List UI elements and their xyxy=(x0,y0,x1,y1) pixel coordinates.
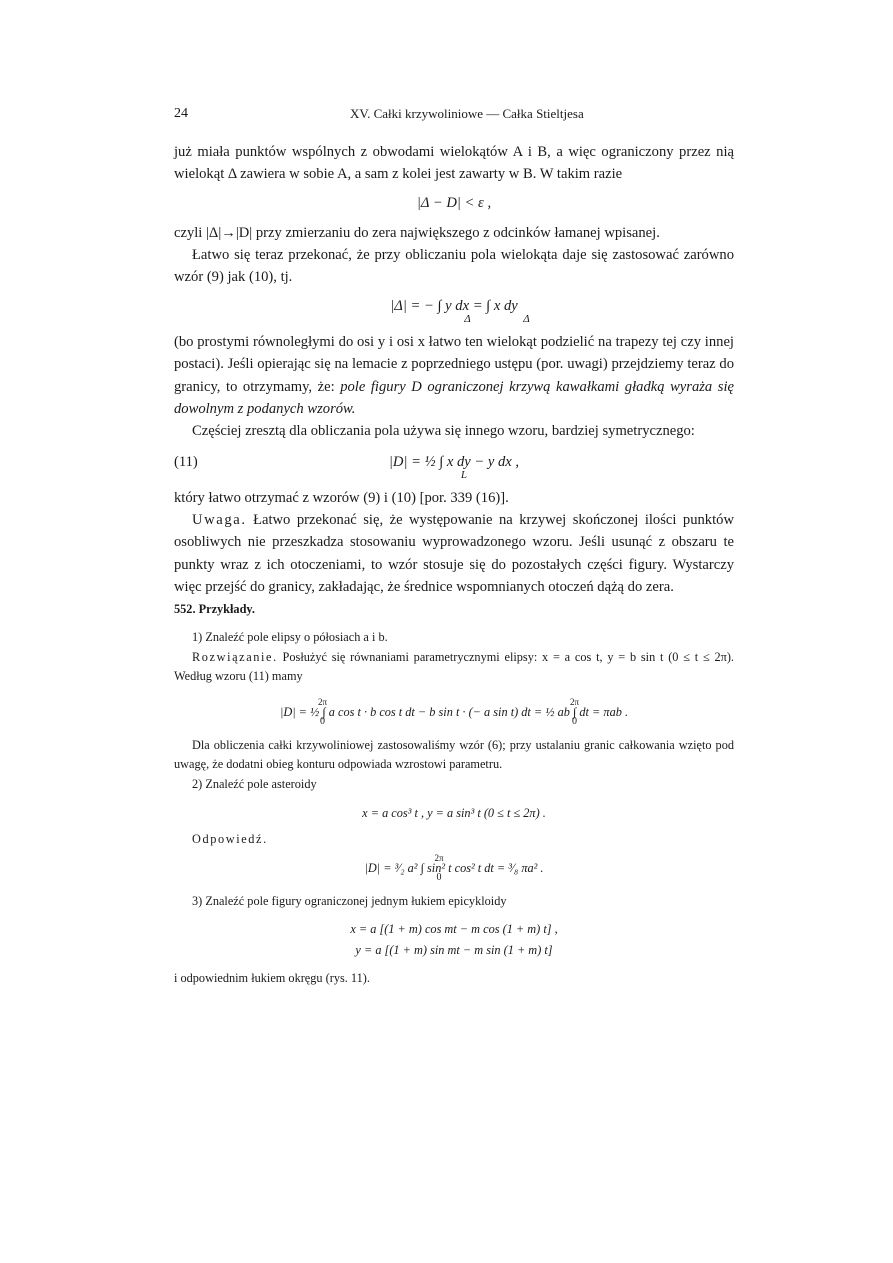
equation xyxy=(174,853,734,884)
paragraph: Dla obliczenia całki krzywoliniowej zastosowaliśmy wzór (6); przy ustalaniu granic całkowania wzięto pod uwagę, że dodatni obieg konturu odpowiada wzrostowi parametru. xyxy=(174,738,734,772)
equation xyxy=(174,920,734,939)
example-statement: 2) Znaleźć pole asteroidy xyxy=(192,776,317,791)
equation-text: |D| = ½ ∫ x dy − y dx , xyxy=(388,453,520,470)
equation xyxy=(174,696,734,727)
example-statement: 1) Znaleźć pole elipsy o półosiach a i b. xyxy=(192,630,388,645)
paragraph: czyli |Δ|→|D| przy zmierzaniu do zera największego z odcinków łamanej wpisanej. xyxy=(174,224,660,241)
integral-upper-limit: 2π xyxy=(317,696,327,707)
equation-group xyxy=(279,696,629,727)
answer-label: Odpowiedź. xyxy=(192,831,268,846)
paragraph-text: (bo prostymi równoległymi do osi y i osi x łatwo ten wielokąt podzielić na trapezy tej czy innej postaci). Jeśli opierając się na lemacie z poprzedniego ustępu (por. uwagi) przejdziemy teraz do granicy, to otrzymamy, że: xyxy=(174,334,734,395)
numbered-equation xyxy=(174,451,734,481)
equation-group xyxy=(390,295,530,325)
integral-lower-limit: 0 xyxy=(319,715,325,727)
paragraph-text: Posłużyć się równaniami parametrycznymi elipsy: x = a cos t, y = b sin t (0 ≤ t ≤ 2π). Według wzoru (11) mamy xyxy=(174,649,734,684)
examples-section xyxy=(174,600,734,988)
equation xyxy=(174,804,734,823)
section-title: 552. Przykłady. xyxy=(174,602,255,616)
equation-group xyxy=(388,451,520,481)
main-text xyxy=(174,141,734,598)
paragraph xyxy=(174,648,734,687)
running-title: XV. Całki krzywoliniowe — Całka Stieltjesa xyxy=(350,106,584,121)
integral-upper-limit: 2π xyxy=(569,696,579,707)
equation xyxy=(174,295,734,325)
page-number: 24 xyxy=(174,106,188,121)
integral-subscript: L xyxy=(460,468,468,481)
remark-label: Uwaga. xyxy=(192,512,247,529)
solution-label: Rozwiązanie. xyxy=(192,649,278,664)
equation xyxy=(174,192,734,214)
equation-text: |D| = ½ ∫ a cos t · b cos t dt − b sin t · (− a sin t) dt = ½ ab ∫ dt = πab . xyxy=(279,704,629,719)
integral-upper-limit: 2π xyxy=(434,853,444,864)
paragraph xyxy=(174,509,734,598)
integral-lower-limit: 0 xyxy=(571,715,577,727)
paragraph: i odpowiednim łukiem okręgu (rys. 11). xyxy=(174,970,370,985)
paragraph xyxy=(174,331,734,420)
example-statement: 3) Znaleźć pole figury ograniczonej jednym łukiem epicykloidy xyxy=(192,894,507,909)
paragraph: Częściej zresztą dla obliczania pola używa się innego wzoru, bardziej symetrycznego: xyxy=(192,423,695,440)
integral-lower-limit: 0 xyxy=(436,872,442,884)
paragraph-text: Łatwo przekonać się, że występowanie na krzywej skończonej ilości punktów osobliwych nie przeszkadza stosowaniu wyprowadzonego wzoru. Jeśli usunąć z obszaru te punkty wraz z ich otoczeniami, to wzór stosuje się do pozostałych części figury. Wystarczy więc przejść do granicy, zakładając, że średnice wspomnianych otoczeń dążą do zera. xyxy=(174,512,734,596)
equation-text: x = a cos³ t , y = a sin³ t (0 ≤ t ≤ 2π) . xyxy=(362,806,546,821)
equation-text: x = a [(1 + m) cos mt − m cos (1 + m) t] , xyxy=(350,921,558,936)
paragraph: Łatwo się teraz przekonać, że przy obliczaniu pola wielokąta daje się zastosować zarówno wzór (9) jak (10), tj. xyxy=(174,247,734,286)
equation-text: |D| = ³⁄₂ a² ∫ sin² t cos² t dt = ³⁄₈ πa² . xyxy=(364,861,544,876)
equation-text: |Δ| = − ∫ y dx = ∫ x dy xyxy=(390,297,518,314)
integral-subscript: Δ xyxy=(464,312,471,325)
equation-text: y = a [(1 + m) sin mt − m sin (1 + m) t] xyxy=(355,943,553,958)
integral-subscript: Δ xyxy=(523,312,530,325)
equation-text: |Δ − D| < ε , xyxy=(416,194,492,211)
equation xyxy=(174,941,734,960)
paragraph: który łatwo otrzymać z wzorów (9) i (10) [por. 339 (16)]. xyxy=(174,489,509,506)
equation-group xyxy=(364,853,544,884)
theorem-italic: pole figury D ograniczonej krzywą kawałkami gładką wyraża się dowolnym z podanych wzorów. xyxy=(174,378,734,417)
equation-number: (11) xyxy=(174,453,198,470)
paragraph: już miała punktów wspólnych z obwodami wielokątów A i B, a więc ograniczony przez nią wielokąt Δ zawiera w sobie A, a sam z kolei jest zawarty w B. W takim razie xyxy=(174,144,734,183)
page-header xyxy=(174,106,734,126)
